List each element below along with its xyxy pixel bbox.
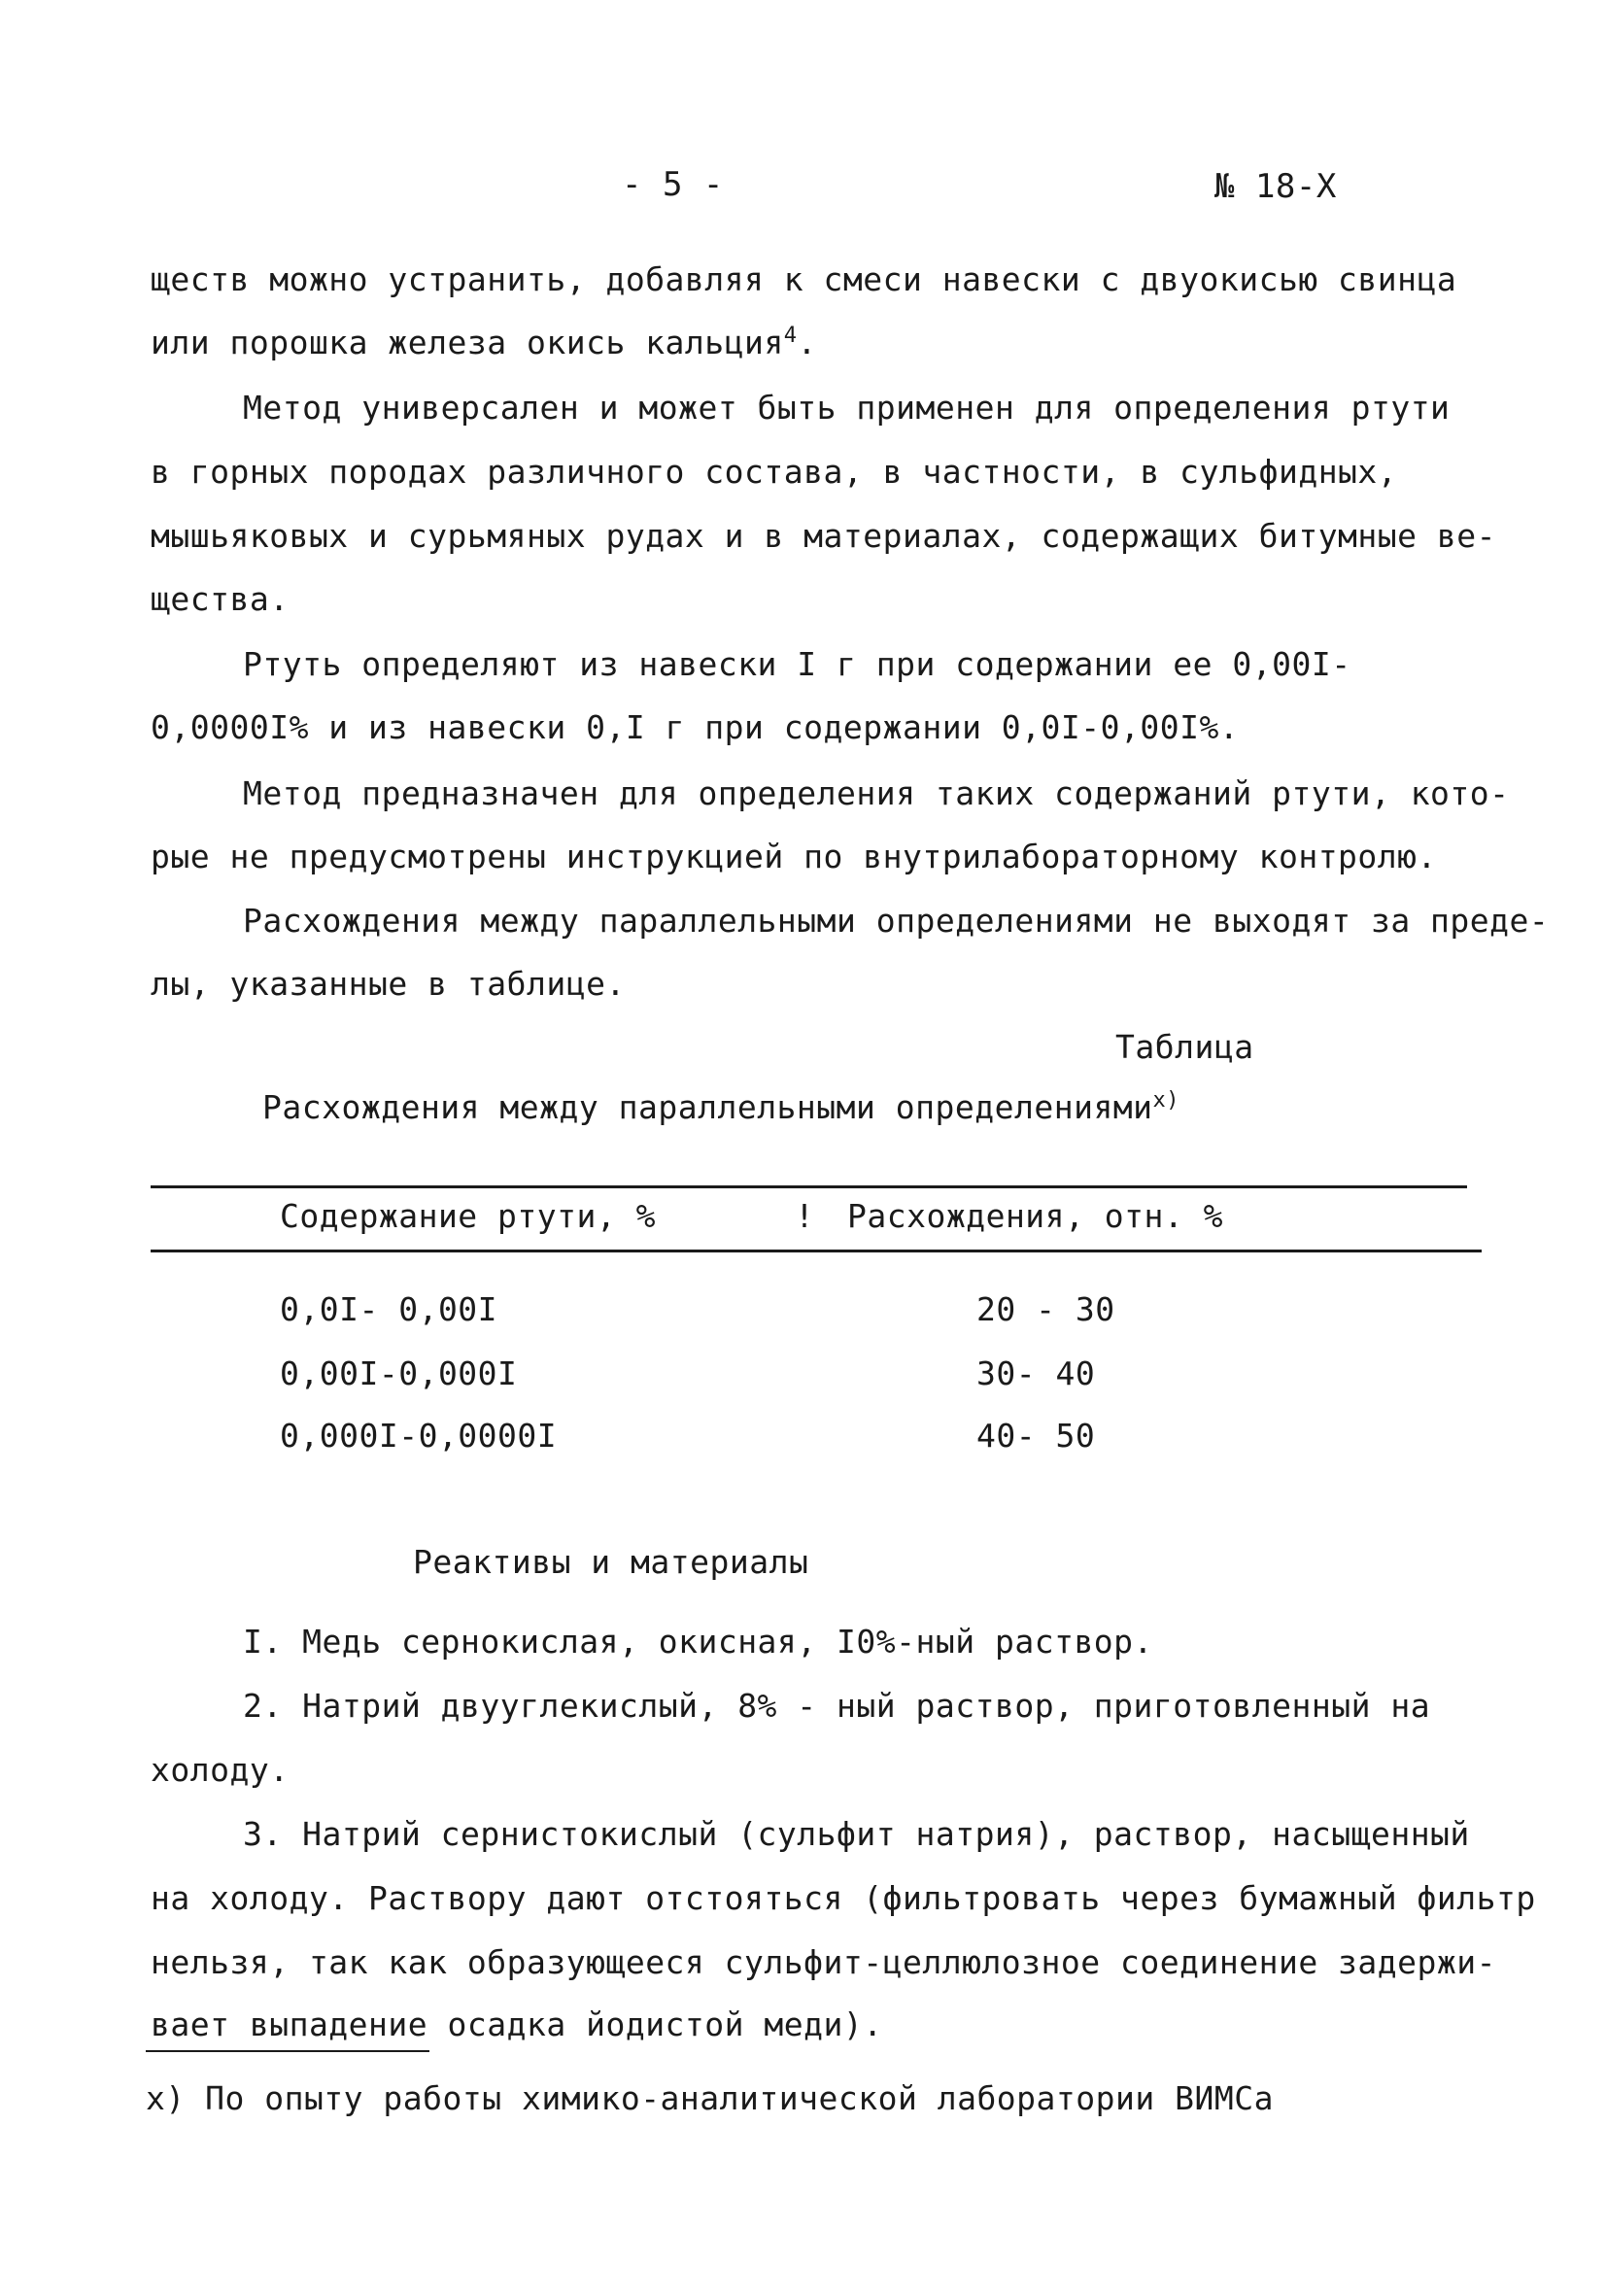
footnote-text: х) По опыту работы химико-аналитической лаборатории ВИМСа (146, 2079, 1274, 2117)
reagent-line: 3. Натрий сернистокислый (сульфит натрия), раствор, насыщенный (243, 1815, 1470, 1853)
table-caption (262, 1088, 1179, 1127)
paragraph-line: щества. (151, 580, 290, 618)
table-cell-difference: 40- 50 (976, 1417, 1096, 1455)
document-code: № 18-Х (1214, 167, 1337, 206)
paragraph-line: Расхождения между параллельными определениями не выходят за преде- (243, 902, 1550, 940)
reagent-line: 2. Натрий двууглекислый, 8% - ный раствор, приготовленный на (243, 1687, 1431, 1725)
paragraph-line: рые не предусмотрены инструкцией по внутрилабораторному контролю. (151, 838, 1437, 875)
footnote-marker: х) (1152, 1088, 1180, 1113)
table-caption-text: Расхождения между параллельными определениями (262, 1088, 1153, 1126)
table-top-rule (151, 1185, 1467, 1188)
paragraph-line (151, 324, 817, 362)
table-label: Таблица (1115, 1028, 1254, 1066)
reagent-line: на холоду. Раствору дают отстояться (фильтровать через бумажный фильтр (151, 1879, 1536, 1917)
reagent-line: вает выпадение осадка йодистой меди). (151, 2005, 883, 2043)
paragraph-text: . (797, 324, 817, 361)
page-number: - 5 - (622, 165, 724, 204)
table-cell-content: 0,000I-0,0000I (280, 1417, 558, 1455)
table-header-rule (151, 1250, 1482, 1252)
paragraph-line: 0,0000I% и из навески 0,I г при содержании 0,0I-0,00I%. (151, 708, 1240, 746)
table-cell-content: 0,0I- 0,00I (280, 1290, 498, 1328)
table-cell-difference: 30- 40 (976, 1354, 1096, 1392)
table-header-separator: ! (795, 1197, 815, 1235)
paragraph-line: Метод универсален и может быть применен для определения ртути (243, 389, 1451, 427)
paragraph-line: лы, указанные в таблице. (151, 965, 626, 1003)
paragraph-line: Ртуть определяют из навески I г при содержании ее 0,00I- (243, 645, 1351, 683)
table-header-content: Содержание ртути, % (280, 1197, 656, 1235)
paragraph-line: мышьяковых и сурьмяных рудах и в материалах, содержащих битумные ве- (151, 517, 1497, 555)
table-cell-content: 0,00I-0,000I (280, 1354, 518, 1392)
reference-number: 4 (783, 324, 798, 348)
paragraph-line: Метод предназначен для определения таких содержаний ртути, кото- (243, 774, 1510, 812)
paragraph-line: ществ можно устранить, добавляя к смеси навески с двуокисью свинца (151, 260, 1457, 298)
reagent-line: холоду. (151, 1751, 290, 1789)
table-header-difference: Расхождения, отн. % (847, 1197, 1223, 1235)
footnote-separator (146, 2050, 429, 2052)
paragraph-line: в горных породах различного состава, в частности, в сульфидных, (151, 453, 1398, 491)
reagent-line: I. Медь сернокислая, окисная, I0%-ный раствор. (243, 1623, 1153, 1661)
reagent-line: нельзя, так как образующееся сульфит-целлюлозное соединение задержи- (151, 1943, 1497, 1981)
table-cell-difference: 20 - 30 (976, 1290, 1115, 1328)
paragraph-text: или порошка железа окись кальция (151, 324, 784, 361)
section-heading: Реактивы и материалы (413, 1543, 809, 1581)
